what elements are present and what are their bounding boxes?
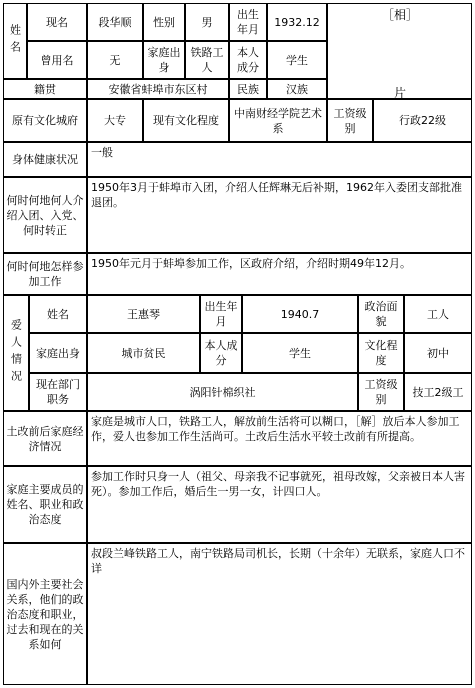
relations-label: 国内外主要社会关系，他们的政治态度和职业，过去和现在的关系如何 [3,543,87,685]
spouse-birth-value: 1940.7 [242,295,358,333]
spouse-political-value: 工人 [404,295,472,333]
family-econ-value: 家庭是城市人口，铁路工人，解放前生活将可以糊口，［解］放后本人参加工作，爱人也参加工作生活尚可。土改后生活水平较土改前有所提高。 [87,411,472,466]
spouse-name-value: 王惠琴 [87,295,200,333]
spouse-birth-label: 出生年月 [200,295,242,333]
personal-status-label: 本人成分 [229,41,267,79]
education-value: 大专 [87,99,143,142]
work-label: 何时何地怎样参加工作 [3,253,87,295]
photo-label-left: ［相］ [382,8,419,22]
gender-label: 性别 [143,3,185,41]
health-value: 一般 [87,142,472,177]
family-members-label: 家庭主要成员的姓名、职业和政治态度 [3,466,87,543]
native-place-label: 籍贯 [3,79,87,99]
spouse-group-label: 爱人情况 [3,295,29,411]
family-origin-value: 铁路工人 [185,41,229,79]
photo-label-right: 片 [394,86,407,100]
party-label: 何时何地何人介绍入团、入党、何时转正 [3,177,87,253]
birth-label: 出生年月 [229,3,267,41]
family-members-value: 参加工作时只身一人（祖父、母亲我不记事就死，祖母改嫁，父亲被日本人害死）。参加工作后，婚后生一男一女，计四口人。 [87,466,472,543]
spouse-status-value: 学生 [242,333,358,373]
native-place-value: 安徽省蚌埠市东区村 [87,79,229,99]
wage-value: 行政22级 [373,99,472,142]
name-group-label: 姓名 [3,3,27,79]
family-econ-label: 土改前后家庭经济情况 [3,411,87,466]
former-name-value: 无 [87,41,143,79]
ethnicity-value: 汉族 [267,79,327,99]
personal-status-value: 学生 [267,41,327,79]
party-value: 1950年3月于蚌埠市入团，介绍人任辉琳无后补期，1962年入委团支部批准退团。 [87,177,472,253]
spouse-political-label: 政治面貌 [358,295,404,333]
spouse-wage-value: 技工2级工 [404,373,472,411]
health-label: 身体健康状况 [3,142,87,177]
current-name-value: 段华顺 [87,3,143,41]
spouse-work-label: 现在部门职务 [29,373,87,411]
wage-label: 工资级别 [327,99,373,142]
work-value: 1950年元月于蚌埠参加工作，区政府介绍，介绍时期49年12月。 [87,253,472,295]
gender-value: 男 [185,3,229,41]
education-label: 原有文化城府 [3,99,87,142]
family-origin-label: 家庭出身 [143,41,185,79]
spouse-origin-value: 城市贫民 [87,333,200,373]
spouse-name-label: 姓名 [29,295,87,333]
current-education-label: 现有文化程度 [143,99,229,142]
spouse-status-label: 本人成分 [200,333,242,373]
spouse-work-value: 涡阳针棉织社 [87,373,358,411]
spouse-culture-value: 初中 [404,333,472,373]
current-name-label: 现名 [27,3,87,41]
spouse-culture-label: 文化程度 [358,333,404,373]
current-education-value: 中南财经学院艺术系 [229,99,327,142]
spouse-wage-label: 工资级别 [358,373,404,411]
birth-value: 1932.12 [267,3,327,41]
ethnicity-label: 民族 [229,79,267,99]
relations-value: 叔段兰峰铁路工人，南宁铁路局司机长，长期（十余年）无联系，家庭人口不详 [87,543,472,685]
spouse-origin-label: 家庭出身 [29,333,87,373]
former-name-label: 曾用名 [27,41,87,79]
